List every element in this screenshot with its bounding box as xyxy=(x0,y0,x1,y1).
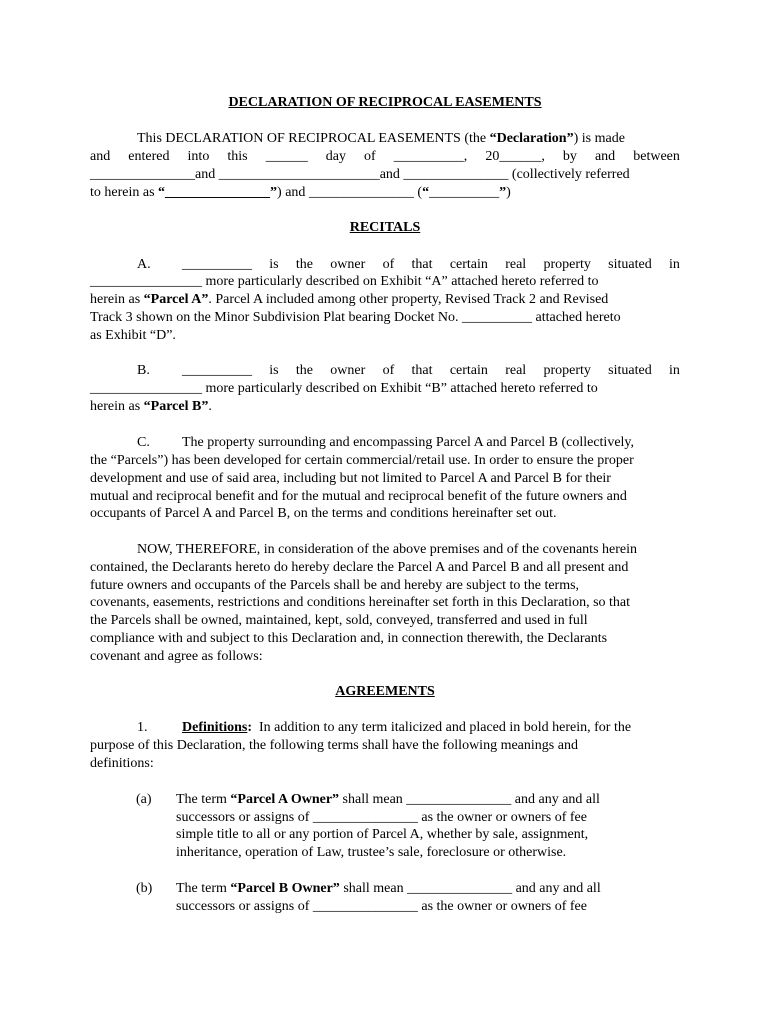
therefore-line-2: contained, the Declarants hereto do hereby declare the Parcel A and Parcel B and all present and xyxy=(90,560,629,575)
recital-b-label: B. xyxy=(137,363,150,378)
recital-b-line-3: herein as “Parcel B”. xyxy=(90,399,212,414)
therefore-line-6: compliance with and subject to this Declaration and, in connection therewith, the Declarants xyxy=(90,631,608,646)
section-1-line-1: Definitions: In addition to any term italicized and placed in bold herein, for the xyxy=(182,720,632,735)
definition-b-line-2: successors or assigns of _______________ as the owner or owners of fee xyxy=(176,899,587,914)
section-1-number: 1. xyxy=(137,720,148,735)
section-1-line-2: purpose of this Declaration, the following terms shall have the following meanings and xyxy=(90,738,578,753)
therefore-line-3: future owners and occupants of the Parcels shall be and hereby are subject to the terms, xyxy=(90,578,580,593)
intro-line-1: This DECLARATION OF RECIPROCAL EASEMENTS (the “Declaration”) is made xyxy=(137,131,625,146)
therefore-line-1: NOW, THEREFORE, in consideration of the above premises and of the covenants herein xyxy=(137,542,637,557)
intro-line-3: _______________and _______________________and _______________ (collectively referred xyxy=(90,167,630,182)
recital-c-line-3: development and use of said area, including but not limited to Parcel A and Parcel B for their xyxy=(90,471,611,486)
definition-b-line-1: The term “Parcel B Owner” shall mean _______________ and any and all xyxy=(176,881,601,896)
therefore-line-4: covenants, easements, restrictions and conditions hereinafter set forth in this Declaration, so that xyxy=(90,595,631,610)
recital-a-line-2: ________________ more particularly described on Exhibit “A” attached hereto referred to xyxy=(90,274,599,289)
definition-a-line-1: The term “Parcel A Owner” shall mean _______________ and any and all xyxy=(176,792,600,807)
definition-a-line-3: simple title to all or any portion of Parcel A, whether by sale, assignment, xyxy=(176,827,589,842)
definition-b-label: (b) xyxy=(136,881,153,896)
definition-a-line-2: successors or assigns of _______________ as the owner or owners of fee xyxy=(176,810,587,825)
recital-a-label: A. xyxy=(137,257,151,272)
intro-line-2: and entered into this ______ day of __________, 20______, by and between xyxy=(90,149,680,164)
definition-a-line-4: inheritance, operation of Law, trustee’s sale, foreclosure or otherwise. xyxy=(176,845,567,860)
recital-a-line-5: as Exhibit “D”. xyxy=(90,328,176,343)
recitals-heading: RECITALS xyxy=(349,220,421,235)
therefore-line-7: covenant and agree as follows: xyxy=(90,649,263,664)
recital-a-line-1: __________ is the owner of that certain real property situated in xyxy=(182,257,680,272)
recital-c-line-2: the “Parcels”) has been developed for certain commercial/retail use. In order to ensure the proper xyxy=(90,453,634,468)
recital-b-line-1: __________ is the owner of that certain real property situated in xyxy=(182,363,680,378)
recital-c-line-1: The property surrounding and encompassing Parcel A and Parcel B (collectively, xyxy=(182,435,635,450)
recital-c-line-5: occupants of Parcel A and Parcel B, on the terms and conditions hereinafter set out. xyxy=(90,506,557,521)
definition-a-label: (a) xyxy=(136,792,152,807)
recital-c-line-4: mutual and reciprocal benefit and for the mutual and reciprocal benefit of the future owners and xyxy=(90,489,627,504)
recital-b-line-2: ________________ more particularly described on Exhibit “B” attached hereto referred to xyxy=(90,381,598,396)
intro-line-4: to herein as “_______________”) and _______________ (“__________”) xyxy=(90,185,511,200)
agreements-heading: AGREEMENTS xyxy=(335,684,435,699)
section-1-line-3: definitions: xyxy=(90,756,154,771)
therefore-line-5: the Parcels shall be owned, maintained, kept, sold, conveyed, transferred and used in full xyxy=(90,613,588,628)
recital-c-label: C. xyxy=(137,435,150,450)
recital-a-line-4: Track 3 shown on the Minor Subdivision Plat bearing Docket No. __________ attached hereto xyxy=(90,310,621,325)
document-title: DECLARATION OF RECIPROCAL EASEMENTS xyxy=(228,95,542,110)
recital-a-line-3: herein as “Parcel A”. Parcel A included among other property, Revised Track 2 and Revised xyxy=(90,292,609,307)
